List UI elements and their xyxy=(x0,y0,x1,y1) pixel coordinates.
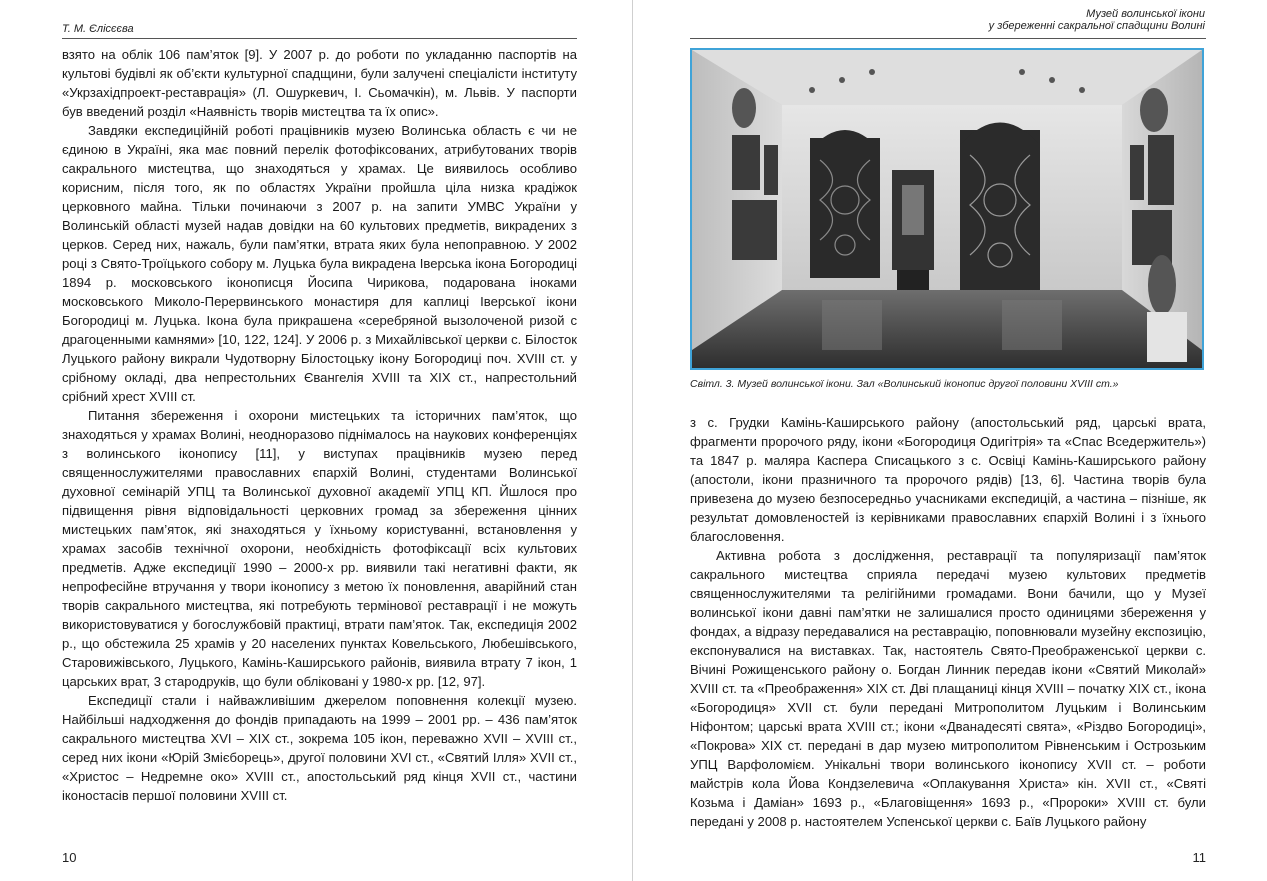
paragraph: Експедиції стали і найважливішим джерелом поповнення колекції музею. Найбільші надходження до фондів припадають на 1999 – 2001 рр. – 436 пам’яток сакрального мистецтва XVI – XIX ст., зокрема 105 ікон, переважно XVII – XVIII ст., серед них ікони «Юрій Змієборець», другої половини XVI ст., «Святий Ілля» XVII ст., «Христос – Недремне око» XVIII ст., апостольський ряд кінця XVII ст., частини іконостасів першої половини XVIII ст. xyxy=(62,693,577,803)
paragraph: Активна робота з дослідження, реставрації та популяризації пам’яток сакрального мистецтва сприяла передачі музею культових предметів священнослужителями та релігійними громадами. Вони бачили, що у Музеї волинської ікони давні пам’ятки не залишалися просто одиницями збереження у фондах, а відразу передавалися на реставрацію, поповнювали музейну експозицію, експонувалися на виставках. Так, настоятель Свято-Преображенської церкви с. Вічині Рожищенського району о. Богдан Линник передав ікони «Святий Миколай» XVIII ст. та «Преображення» XIX ст. Дві плащаниці кінця XVIII – початку XIX ст., ікона «Богородиця» XVII ст. були передані Митрополитом Луцьким і Волинським Ніфонтом; царські врата XVIII ст.; ікони «Дванадесяті свята», «Різдво Богородиці», «Покрова» XIX ст. передані в дар музею митрополитом Рівненським і Острозьким УПЦ Варфоломієм. Унікальні твори волинського іконопису XVII ст. – роботи майстрів кола Йова Кондзелевича «Оплакування Христа» кін. XVII ст., «Святі Козьма і Даміан» 1693 р., «Благовіщення» 1693 р., «Пророки» XVIII ст. були передані у 2008 р. настоятелем Успенської церкви с. Баїв Луцького району xyxy=(690,548,1206,829)
page-number: 10 xyxy=(62,850,77,865)
running-head-line: Музей волинської ікони xyxy=(1086,8,1205,20)
header-rule xyxy=(690,38,1206,39)
paragraph: взято на облік 106 пам’яток [9]. У 2007 р. до роботи по укладанню паспортів на культові будівлі як об’єкти культурної спадщини, були залучені спеціалісти інституту «Укрзахідпроект-реставрація» (Л. Ошуркевич, І. Сьомачкін), м. Львів. У паспорти був введений розділ «Наявність творів мистецтва та їх опис». xyxy=(62,47,577,119)
photo-illustration xyxy=(692,50,1202,368)
right-page xyxy=(634,0,1267,881)
right-body-text xyxy=(690,413,1206,831)
running-head-author: Т. М. Єлісєєва xyxy=(62,23,134,35)
photo-caption: Світл. 3. Музей волинської ікони. Зал «Волинський іконопис другої половини XVIII ст.» xyxy=(690,378,1119,390)
left-page xyxy=(0,0,633,881)
header-rule xyxy=(62,38,577,39)
museum-hall-photo xyxy=(690,48,1204,370)
page-number: 11 xyxy=(1192,850,1206,865)
paragraph: Завдяки експедиційній роботі працівників музею Волинська область є чи не єдиною в Україні, яка має повний перелік фотофіксованих, атрибутованих творів сакрального мистецтва, що знаходяться у храмах. Це виявилось особливо корисним, після того, як по областях України пройшла ціла низка крадіжок церковного майна. Тільки починаючи з 2007 р. на запити УМВС України у Волинській області музей надав довідки на 60 культових предметів, викрадених з церков. Серед них, нажаль, були пам’ятки, втрата яких була непоправною. У 2002 році з Свято-Троїцького собору м. Луцька була викрадена Іверська ікона Богородиці 1894 р. московського іконописця Йосипа Чирикова, подарована іноками московського Миколо-Перервинського монастиря для каплиці Іверської ікони Богородиці м. Луцька. Ікона була прикрашена «серебряной вызолоченой ризой с драгоценными камнями» [10, 122, 124]. У 2006 р. з Михайлівської церкви с. Білосток Луцького району викрали Чудотворну Білостоцьку ікону Богородиці поч. XVIII ст. у срібному окладі, два непрестольних Євангелія XVIII та XIX ст., напрестольний срібний хрест XVIII ст. xyxy=(62,123,577,404)
running-head-line: у збереженні сакральної спадщини Волині xyxy=(988,20,1205,32)
running-head-title xyxy=(989,8,1205,32)
left-body-text xyxy=(62,45,577,805)
paragraph: Питання збереження і охорони мистецьких та історичних пам’яток, що знаходяться у храмах Волині, неодноразово піднімалось на наукових конференціях з волинського іконопису [11], у виступах працівників музею перед священнослужителями православних єпархій Волині, студентами Волинської духовної семінарій УПЦ та Волинської духовної академії УПЦ КП. Йшлося про підвищення рівня відповідальності церковних громад за збереження цінних мистецьких пам’яток, які знаходяться у їхньому користуванні, встановлення у храмах засобів технічної охорони, необхідність фотофіксації всіх культових предметів. Адже експедиції 1990 – 2000-х рр. виявили такі негативні факти, як непрофесійне втручання у твори іконопису з метою їх поновлення, аварійний стан творів сакрального мистецтва, які потребують термінової реставрації і не можуть використовуватися у богослужбовій практиці, втрати пам’яток. Так, експедиція 2002 р., що обстежила 25 храмів у 20 населених пунктах Ковельського, Любешівського, Старовижівського, Луцького, Камінь-Каширського районів, виявила втрату 7 ікон, 1 царських врат, 3 стародруків, що були обліковані у 1980-х рр. [12, 97]. xyxy=(62,408,577,689)
paragraph: з с. Грудки Камінь-Каширського району (апостольський ряд, царські врата, фрагменти пророчого ряду, ікони «Богородиця Одигітрія» та «Спас Вседержитель») та 1847 р. маляра Каспера Списацького з с. Освіці Камінь-Каширського району (апостоли, ікони празничного та пророчого рядів) [13, 6]. Частина творів була привезена до музею безпосередньо учасниками експедицій, а частина – пізніше, як результат домовленостей із керівниками православних єпархій Волині і з їхнього благословення. xyxy=(690,415,1206,544)
